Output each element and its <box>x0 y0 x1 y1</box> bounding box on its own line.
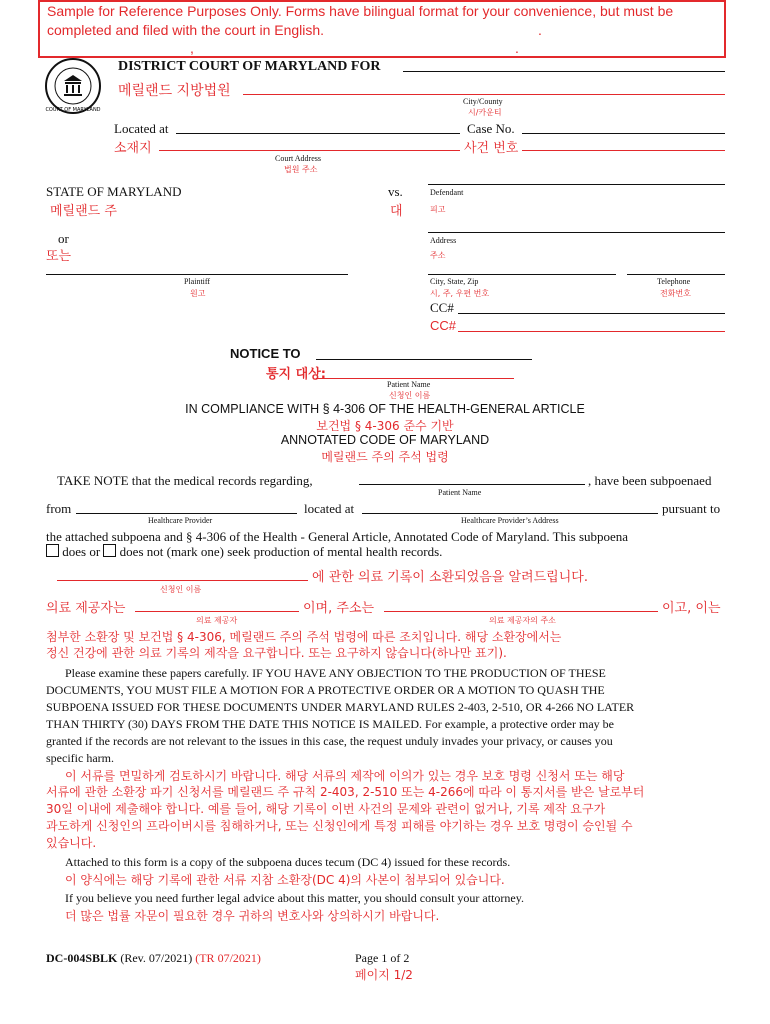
address-label-kr: 주소 <box>430 251 446 260</box>
court-address-label: Court Address <box>275 154 321 163</box>
annotated-code-heading-kr: 메릴랜드 주의 주석 법령 <box>321 450 449 464</box>
patient-name-label-kr: 신청인 이름 <box>389 391 431 400</box>
does-not-checkbox[interactable] <box>103 544 116 557</box>
does-or-label: does or <box>62 544 101 559</box>
or-label-kr: 또는 <box>46 249 72 264</box>
case-no-label: Case No. <box>467 121 515 136</box>
take-note-text: TAKE NOTE that the medical records regarding, <box>57 473 313 488</box>
provider-address-line[interactable] <box>362 513 658 514</box>
notice-to-line[interactable] <box>316 359 532 360</box>
or-label: or <box>58 231 69 246</box>
kr-legal-advice-text: 더 많은 법률 자문이 필요한 경우 귀하의 변호사와 상의하시기 바랍니다. <box>65 909 440 923</box>
objection-line-6: specific harm. <box>46 751 114 765</box>
defendant-label: Defendant <box>430 188 464 197</box>
telephone-line[interactable] <box>627 274 725 275</box>
kr-provider-label: 의료 제공자는 <box>46 601 126 616</box>
cc-label-2: CC# <box>430 318 457 333</box>
from-label: from <box>46 501 72 516</box>
form-id: DC-004SBLK <box>46 951 118 965</box>
kr-paragraph-line-1: 첨부한 소환장 및 보건법 § 4-306, 메릴랜드 주의 주석 법령에 따른 조치입니다. 해당 소환장에서는 <box>46 630 562 644</box>
telephone-label-kr: 전화번호 <box>660 289 691 298</box>
pursuant-text: pursuant to <box>662 501 721 516</box>
objection-line-1: Please examine these papers carefully. IF YOU HAVE ANY OBJECTION TO THE PRODUCTION OF THESE <box>65 666 606 680</box>
address-label: Address <box>430 236 457 245</box>
telephone-label: Telephone <box>657 277 691 286</box>
kr-igo: 이고, 이는 <box>662 601 721 616</box>
healthcare-provider-line[interactable] <box>76 513 297 514</box>
plaintiff-line[interactable] <box>46 274 348 275</box>
kr-provider-line[interactable] <box>135 611 299 612</box>
plaintiff-label-kr: 원고 <box>190 289 206 298</box>
court-county-line-kr <box>243 94 725 95</box>
does-not-label: does not (mark one) seek production of mental health records. <box>119 544 443 559</box>
provider-address-label: Healthcare Provider’s Address <box>461 516 559 525</box>
banner-line-1: Sample for Reference Purposes Only. Forms have bilingual format for your convenience, but must be <box>47 3 674 19</box>
address-line[interactable] <box>428 232 725 233</box>
page-number-kr: 페이지 1/2 <box>355 968 413 982</box>
objection-line-5: granted if the records are not relevant to the issues in this case, the request unduly invades your privacy, or causes you <box>46 734 613 748</box>
kr-subpoena-notice: 에 관한 의료 기록이 소환되었음을 알려드립니다. <box>312 570 588 585</box>
kr-objection-line-1: 이 서류를 면밀하게 검토하시기 바랍니다. 해당 서류의 제작에 이의가 있는 경우 보호 명령 신청서 또는 해당 <box>65 769 625 783</box>
does-checkbox[interactable] <box>46 544 59 557</box>
applicant-name-line-kr[interactable] <box>57 580 308 581</box>
subpoenaed-text: , have been subpoenaed <box>588 473 712 488</box>
case-no-line[interactable] <box>522 133 725 134</box>
attached-text: the attached subpoena and § 4-306 of the Health - General Article, Annotated Code of Maryland. This subpoena <box>46 529 629 544</box>
patient-name-sub-label: Patient Name <box>438 488 482 497</box>
vs-label: vs. <box>388 184 403 199</box>
kr-provider-sub-label: 의료 제공자 <box>196 616 238 625</box>
kr-objection-line-3: 30일 이내에 제출해야 합니다. 예를 들어, 해당 기록이 이번 사건의 문제와 관련이 없거나, 기록 제작 요구가 <box>46 802 606 816</box>
defendant-label-kr: 피고 <box>430 205 446 214</box>
court-county-line[interactable] <box>403 71 725 72</box>
objection-line-3: SUBPOENA ISSUED FOR THESE DOCUMENTS UNDER MARYLAND RULES 2-403, 2-510, OR 4-266 NO LATER <box>46 700 635 714</box>
court-seal <box>44 57 102 115</box>
patient-name-line[interactable] <box>359 484 585 485</box>
kr-imyeo: 이며, 주소는 <box>303 601 375 616</box>
banner-period: . <box>515 40 519 56</box>
legal-advice-text: If you believe you need further legal advice about this matter, you should consult your attorney. <box>65 891 524 905</box>
notice-to-label-kr: 통지 대상: <box>266 367 326 382</box>
objection-line-2: DOCUMENTS, YOU MUST FILE A MOTION FOR A PROTECTIVE ORDER OR A MOTION TO QUASH THE <box>46 683 605 697</box>
kr-applicant-label: 신청인 이름 <box>160 585 202 594</box>
vs-label-kr: 대 <box>390 204 403 219</box>
healthcare-provider-label: Healthcare Provider <box>148 516 213 525</box>
case-no-label-kr: 사건 번호 <box>464 141 519 156</box>
kr-provider-address-line[interactable] <box>384 611 658 612</box>
attached-copy-text: Attached to this form is a copy of the subpoena duces tecum (DC 4) issued for these records. <box>65 855 511 869</box>
kr-attached-copy-text: 이 양식에는 해당 기록에 관한 서류 지참 소환장(DC 4)의 사본이 첨부되어 있습니다. <box>65 873 505 887</box>
mental-health-line <box>46 544 442 560</box>
kr-provider-address-sub-label: 의료 제공자의 주소 <box>489 616 556 625</box>
cc-line-2 <box>458 331 725 332</box>
state-of-maryland: STATE OF MARYLAND <box>46 184 182 199</box>
form-id-line <box>46 951 261 966</box>
kr-objection-line-4: 과도하게 신청인의 프라이버시를 침해하거나, 또는 신청인에게 특정 피해를 야기하는 경우 보호 명령이 승인될 수 <box>46 819 633 833</box>
objection-line-4: THAN THIRTY (30) DAYS FROM THE DATE THIS NOTICE IS MAILED. For example, a protective order may be <box>46 717 614 731</box>
court-title: DISTRICT COURT OF MARYLAND FOR <box>118 59 381 74</box>
kr-objection-line-5: 있습니다. <box>46 836 97 850</box>
compliance-heading: IN COMPLIANCE WITH § 4-306 OF THE HEALTH-GENERAL ARTICLE <box>185 402 585 416</box>
court-address-label-kr: 법원 주소 <box>284 165 318 174</box>
city-county-label: City/County <box>463 97 503 106</box>
located-at-label: Located at <box>114 121 169 136</box>
banner-comma: , <box>190 40 194 56</box>
translation-revision: (TR 07/2021) <box>195 951 261 965</box>
annotated-code-heading: ANNOTATED CODE OF MARYLAND <box>280 433 490 447</box>
defendant-line[interactable] <box>428 184 725 185</box>
plaintiff-label: Plaintiff <box>184 277 211 286</box>
city-state-zip-label: City, State, Zip <box>430 277 479 286</box>
located-at-label-kr: 소재지 <box>114 141 152 156</box>
city-state-zip-line[interactable] <box>428 274 616 275</box>
state-of-maryland-kr: 메릴랜드 주 <box>50 204 117 219</box>
seal-icon <box>44 57 102 115</box>
page-number: Page 1 of 2 <box>355 951 410 965</box>
court-title-kr: 메릴랜드 지방법원 <box>118 83 231 99</box>
located-at-line[interactable] <box>176 133 460 134</box>
kr-objection-line-2: 서류에 관한 소환장 파기 신청서를 메릴랜드 주 규칙 2-403, 2-510 또는 4-266에 따라 이 통지서를 받은 날로부터 <box>46 785 645 799</box>
patient-name-label: Patient Name <box>387 380 431 389</box>
city-state-zip-label-kr: 시, 주, 우편 번호 <box>430 289 490 298</box>
notice-to-label: NOTICE TO <box>230 346 301 361</box>
svg-text:COURT OF MARYLAND: COURT OF MARYLAND <box>45 107 101 113</box>
located-at-line-kr <box>159 150 460 151</box>
kr-paragraph-line-2: 정신 건강에 관한 의료 기록의 제작을 요구합니다. 또는 요구하지 않습니다(하나만 표기). <box>46 646 507 660</box>
compliance-heading-kr: 보건법 § 4-306 준수 기반 <box>316 419 454 433</box>
notice-to-line-kr <box>316 378 514 379</box>
located-at-text: located at <box>304 501 355 516</box>
cc-line-1[interactable] <box>458 313 725 314</box>
city-county-label-kr: 시/카운티 <box>468 108 502 117</box>
banner-dot: . <box>538 22 542 38</box>
case-no-line-kr <box>522 150 725 151</box>
cc-label-1: CC# <box>430 300 454 315</box>
form-revision: (Rev. 07/2021) <box>120 951 193 965</box>
banner-line-2: completed and filed with the court in English. <box>47 22 325 38</box>
